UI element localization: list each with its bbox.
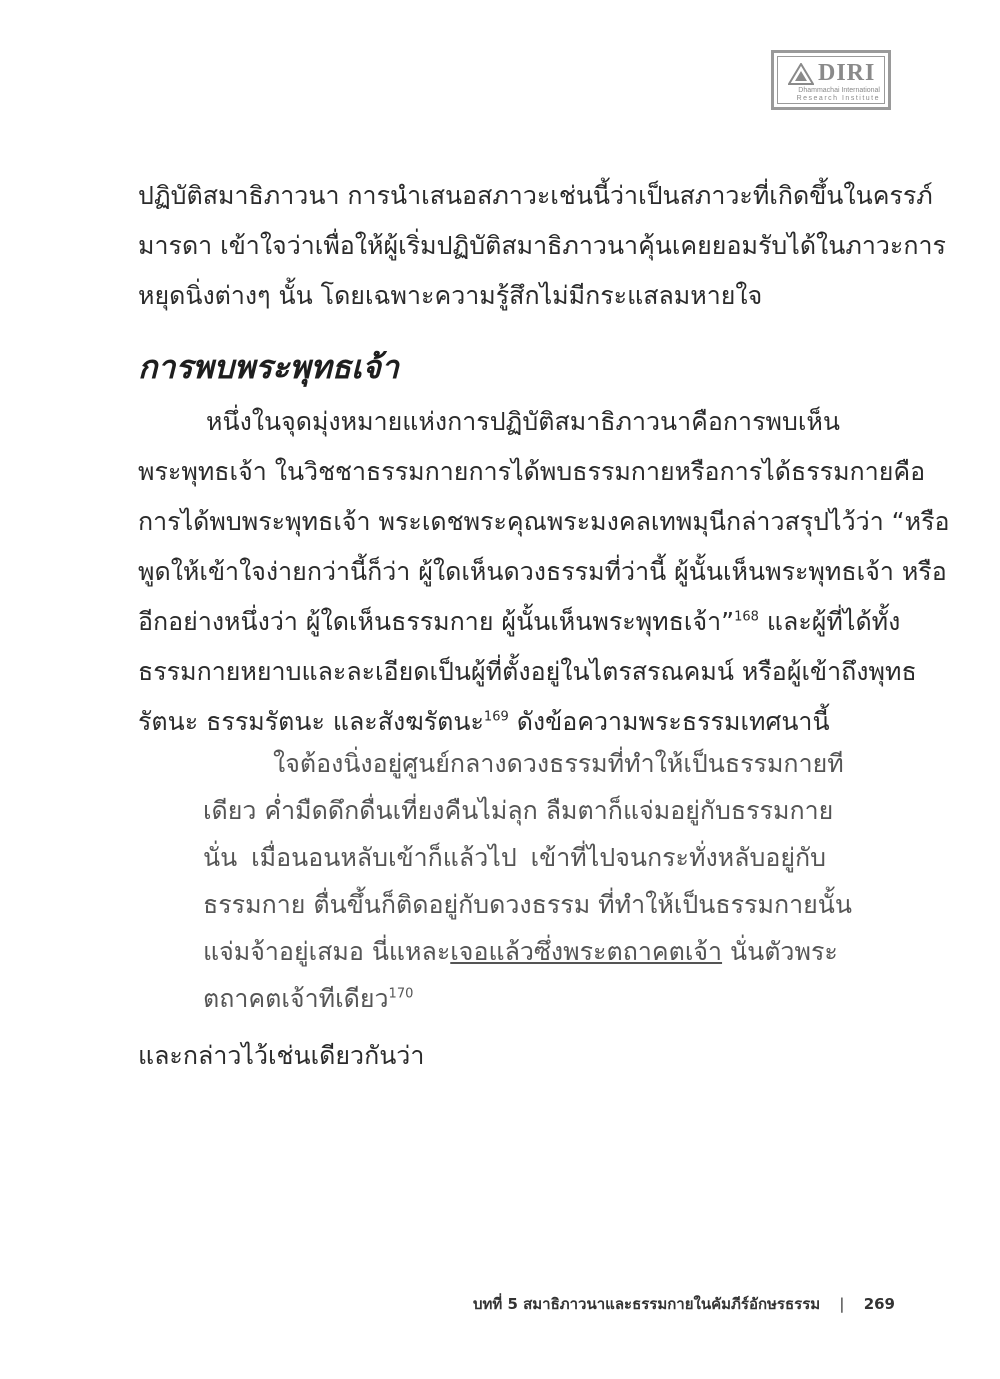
logo-subtitle-1: Dhammachai International [798, 87, 880, 94]
triangle-emblem-icon [788, 63, 814, 85]
diri-logo [771, 50, 891, 110]
footnote-ref-170: 170 [388, 986, 414, 1002]
body-paragraph [138, 397, 950, 747]
underlined-phrase: เจอแล้วซึ่งพระตถาคตเจ้า [450, 937, 723, 966]
quote-text: ตถาคตเจ้าทีเดียว [203, 984, 389, 1013]
body-line: ธรรมกายหยาบและละเอียดเป็นผู้ที่ตั้งอยู่ในไตรสรณคมน์ หรือผู้เข้าถึงพุทธ [138, 657, 917, 686]
quote-text: แจ่มจ้าอยู่เสมอ นี่แหละ [203, 937, 451, 966]
quote-text: นั่นตัวพระ [722, 937, 838, 966]
body-text: และผู้ที่ได้ทั้ง [758, 607, 901, 636]
body-line: หนึ่งในจุดมุ่งหมายแห่งการปฏิบัติสมาธิภาวนาคือการพบเห็น [206, 407, 840, 436]
body-text: อีกอย่างหนึ่งว่า ผู้ใดเห็นธรรมกาย ผู้นั้นเห็นพระพุทธเจ้า” [138, 607, 735, 636]
closing-paragraph [138, 1031, 898, 1081]
quote-line [203, 928, 838, 975]
body-line: พูดให้เข้าใจง่ายกว่านี้ก็ว่า ผู้ใดเห็นดวงธรรมที่ว่านี้ ผู้นั้นเห็นพระพุทธเจ้า หรือ [138, 557, 947, 586]
quote-line: ธรรมกาย ตื่นขึ้นก็ติดอยู่กับดวงธรรม ที่ทำให้เป็นธรรมกายนั้น [203, 890, 852, 919]
intro-line: มารดา เข้าใจว่าเพื่อให้ผู้เริ่มปฏิบัติสมาธิภาวนาคุ้นเคยยอมรับได้ในภาวะการ [138, 231, 946, 260]
body-line: พระพุทธเจ้า ในวิชชาธรรมกายการได้พบธรรมกายหรือการได้ธรรมกายคือ [138, 457, 926, 486]
body-line: การได้พบพระพุทธเจ้า พระเดชพระคุณพระมงคลเทพมุนีกล่าวสรุปไว้ว่า “หรือ [138, 507, 950, 536]
footer-separator: | [839, 1295, 845, 1313]
block-quote [203, 740, 852, 1022]
body-text: รัตนะ ธรรมรัตนะ และสังฆรัตนะ [138, 707, 484, 736]
page-footer [473, 1292, 895, 1316]
quote-line: เดียว ค่ำมืดดึกดื่นเที่ยงคืนไม่ลุก ลืมตาก็แจ่มอยู่กับธรรมกาย [203, 796, 834, 825]
footnote-ref-169: 169 [483, 709, 509, 725]
section-heading: การพบพระพุทธเจ้า [138, 348, 399, 386]
page-number: 269 [863, 1295, 895, 1313]
intro-line: ปฏิบัติสมาธิภาวนา การนำเสนอสภาวะเช่นนี้ว่าเป็นสภาวะที่เกิดขึ้นในครรภ์ [138, 181, 933, 210]
chapter-title: บทที่ 5 สมาธิภาวนาและธรรมกายในคัมภีร์อักษรธรรม [472, 1295, 821, 1313]
logo-frame [777, 56, 885, 104]
footnote-ref-168: 168 [734, 609, 759, 625]
intro-paragraph [138, 171, 946, 321]
logo-subtitle-2: Research Institute [796, 95, 880, 102]
body-line [138, 597, 901, 647]
intro-line: หยุดนิ่งต่างๆ นั้น โดยเฉพาะความรู้สึกไม่มีกระแสลมหายใจ [138, 281, 763, 310]
logo-title: DIRI [818, 60, 876, 86]
quote-line: ใจต้องนิ่งอยู่ศูนย์กลางดวงธรรมที่ทำให้เป็นธรรมกายที [273, 749, 844, 778]
quote-line [203, 975, 826, 1022]
closing-line: และกล่าวไว้เช่นเดียวกันว่า [138, 1041, 425, 1070]
quote-line: นั่น เมื่อนอนหลับเข้าก็แล้วไป เข้าที่ไปจนกระทั่งหลับอยู่กับ [203, 843, 826, 872]
body-text: ดังข้อความพระธรรมเทศนานี้ [508, 707, 830, 736]
